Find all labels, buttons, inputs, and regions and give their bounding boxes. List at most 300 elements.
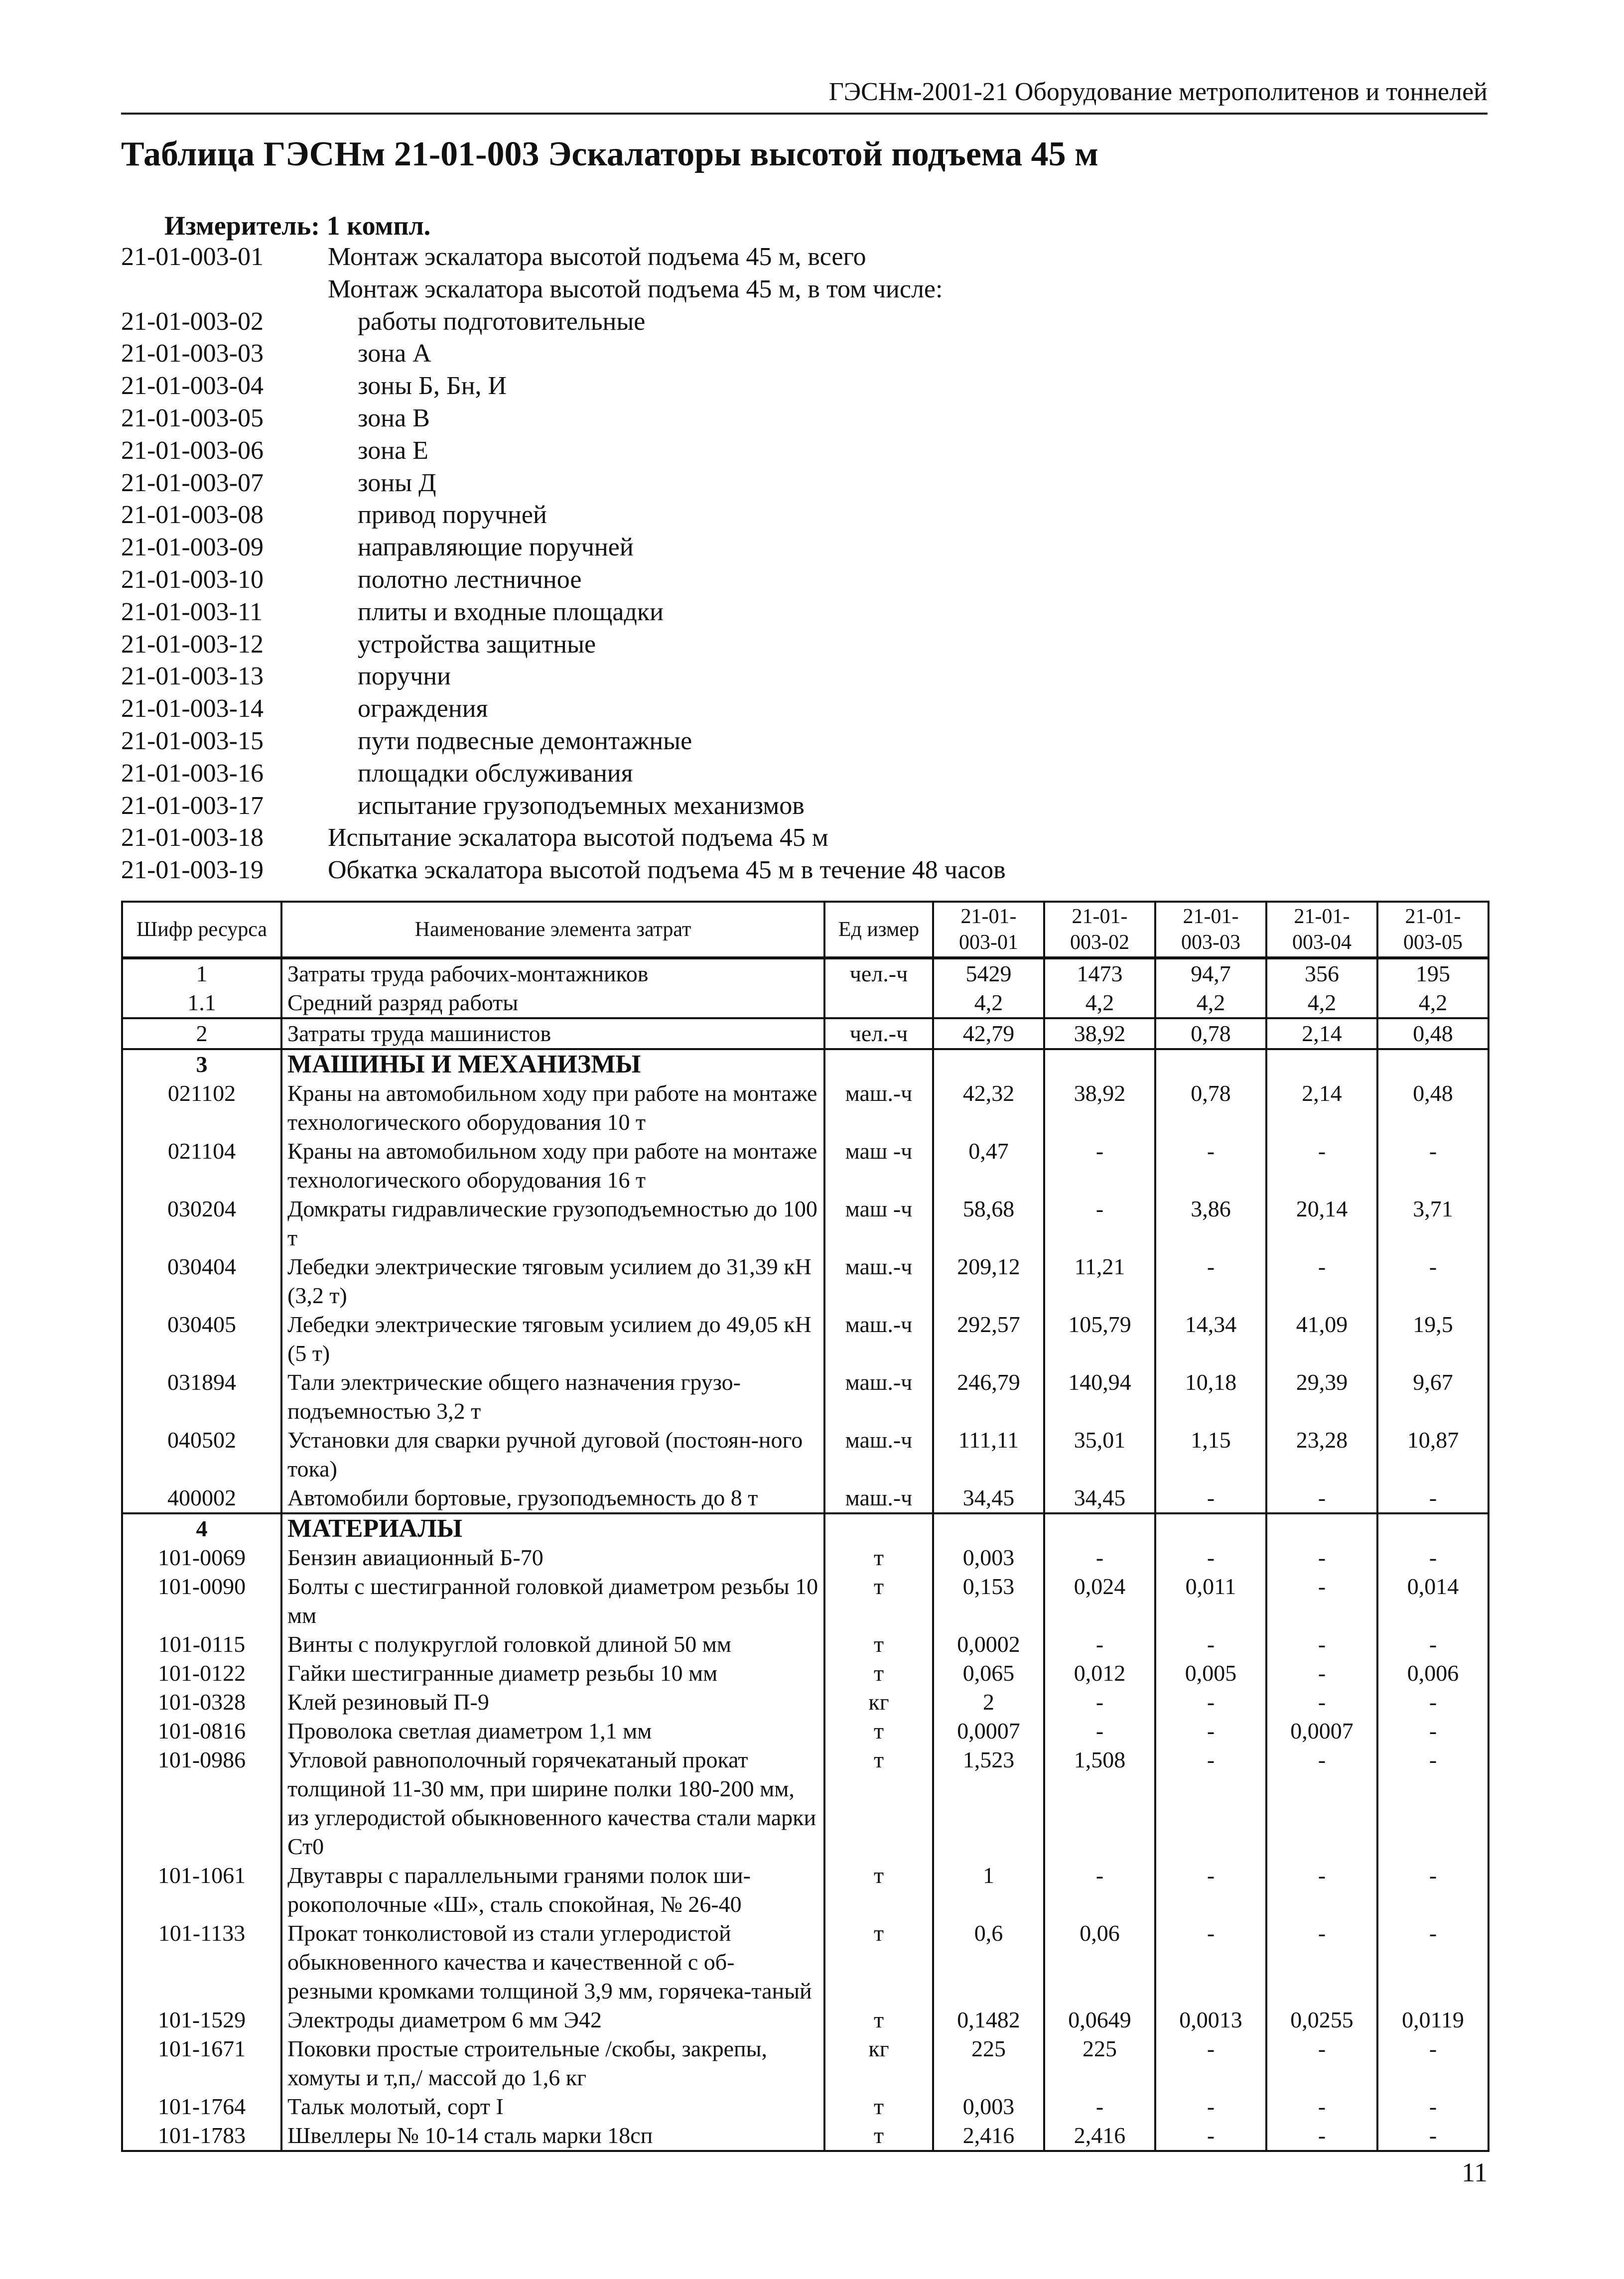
header-norm-4-line2: 003-04	[1292, 931, 1352, 954]
norm-value-3: 14,34	[1155, 1310, 1266, 1368]
norm-value-4: 23,28	[1266, 1426, 1377, 1483]
norm-value-3: 0,78	[1155, 1079, 1266, 1137]
norm-value-3: -	[1155, 1483, 1266, 1513]
norm-value-5: 19,5	[1377, 1310, 1489, 1368]
page-number: 11	[1462, 2157, 1488, 2187]
norm-code: 21-01-003-06	[121, 436, 264, 465]
norm-value-4: -	[1266, 1688, 1377, 1717]
header-norm-4-line1: 21-01-	[1294, 905, 1350, 928]
norm-description: поручни	[358, 662, 451, 691]
norm-value-3: -	[1155, 2121, 1266, 2151]
norm-description: направляющие поручней	[358, 533, 634, 562]
norm-value-4: -	[1266, 1483, 1377, 1513]
norm-value-4	[1266, 1513, 1377, 1543]
norm-code: 21-01-003-05	[121, 403, 264, 432]
resource-code: 101-1764	[122, 2092, 281, 2121]
resource-name: Швеллеры № 10-14 сталь марки 18сп	[281, 2121, 824, 2151]
norm-value-1: 209,12	[933, 1252, 1044, 1310]
measure-unit-label: Измеритель:	[164, 211, 320, 241]
norm-code: 21-01-003-02	[121, 307, 264, 336]
norm-value-5: 10,87	[1377, 1426, 1489, 1483]
norm-value-3: -	[1155, 1745, 1266, 1861]
resource-unit: кг	[824, 2034, 933, 2092]
table-row	[122, 1861, 1489, 1919]
resource-unit: маш.-ч	[824, 1483, 933, 1513]
norm-value-1: 111,11	[933, 1426, 1044, 1483]
resource-name: Средний разряд работы	[281, 988, 824, 1018]
norm-description: полотно лестничное	[358, 565, 582, 594]
table-row	[122, 988, 1489, 1018]
header-norm-5-line1: 21-01-	[1405, 905, 1461, 928]
resource-name: Тали электрические общего назначения грузо-подъемностью 3,2 т	[281, 1368, 824, 1426]
norm-value-2: 0,024	[1044, 1572, 1155, 1630]
norm-value-1: 0,0007	[933, 1717, 1044, 1745]
resource-name: МАШИНЫ И МЕХАНИЗМЫ	[281, 1049, 824, 1079]
norm-value-2: 225	[1044, 2034, 1155, 2092]
resource-code: 2	[122, 1018, 281, 1049]
norm-value-5: -	[1377, 2121, 1489, 2151]
resource-name: Краны на автомобильном ходу при работе на монтаже технологического оборудования 10 т	[281, 1079, 824, 1137]
norm-code: 21-01-003-09	[121, 533, 264, 562]
norm-value-4: -	[1266, 2121, 1377, 2151]
norm-value-2: 0,06	[1044, 1919, 1155, 2006]
measure-unit	[164, 209, 430, 242]
norm-item	[121, 693, 1488, 725]
norm-item	[121, 596, 1488, 629]
norm-value-1: 0,003	[933, 2092, 1044, 2121]
norm-value-1: 0,153	[933, 1572, 1044, 1630]
norm-value-5: 4,2	[1377, 988, 1489, 1018]
table-body	[122, 958, 1489, 2151]
header-norm-2	[1044, 902, 1155, 958]
measure-unit-value: 1 компл.	[326, 211, 431, 241]
norm-item	[121, 758, 1488, 790]
norm-value-1: 4,2	[933, 988, 1044, 1018]
norm-value-5: -	[1377, 1137, 1489, 1195]
norm-description: зона В	[358, 403, 430, 432]
table-row	[122, 1137, 1489, 1195]
header-norm-2-line2: 003-02	[1070, 931, 1129, 954]
resource-unit: т	[824, 1861, 933, 1919]
resource-unit: маш -ч	[824, 1137, 933, 1195]
norm-value-3: -	[1155, 2034, 1266, 2092]
resource-unit: т	[824, 1572, 933, 1630]
norm-description: площадки обслуживания	[358, 759, 633, 788]
norm-value-3: 0,005	[1155, 1659, 1266, 1688]
table-row	[122, 2121, 1489, 2151]
resource-unit: т	[824, 1717, 933, 1745]
header-norm-4	[1266, 902, 1377, 958]
table-row	[122, 1919, 1489, 2006]
norm-value-3: 0,0013	[1155, 2006, 1266, 2034]
norm-value-3: -	[1155, 1688, 1266, 1717]
resource-name: Проволока светлая диаметром 1,1 мм	[281, 1717, 824, 1745]
resource-unit: т	[824, 2121, 933, 2151]
resource-unit: маш.-ч	[824, 1310, 933, 1368]
norm-code: 21-01-003-18	[121, 823, 264, 852]
norm-value-4: 20,14	[1266, 1195, 1377, 1252]
norm-value-4: -	[1266, 1745, 1377, 1861]
norm-value-4: 0,0255	[1266, 2006, 1377, 2034]
resource-code: 1	[122, 958, 281, 988]
header-norm-1	[933, 902, 1044, 958]
norm-value-5	[1377, 1049, 1489, 1079]
resource-code: 030404	[122, 1252, 281, 1310]
norm-value-5: -	[1377, 1745, 1489, 1861]
table-row	[122, 1195, 1489, 1252]
norm-value-2: 35,01	[1044, 1426, 1155, 1483]
norm-value-1: 0,003	[933, 1543, 1044, 1572]
norm-value-4	[1266, 1049, 1377, 1079]
running-header: ГЭСНм-2001-21 Оборудование метрополитенов и тоннелей	[121, 75, 1488, 115]
resource-unit: т	[824, 1745, 933, 1861]
norm-value-3	[1155, 1513, 1266, 1543]
norm-item	[121, 306, 1488, 338]
resource-name: Поковки простые строительные /скобы, закрепы, хомуты и т,п,/ массой до 1,6 кг	[281, 2034, 824, 2092]
norm-value-2: 0,012	[1044, 1659, 1155, 1688]
norm-value-4: 4,2	[1266, 988, 1377, 1018]
norm-value-2: -	[1044, 1137, 1155, 1195]
norm-value-2: 1,508	[1044, 1745, 1155, 1861]
norm-value-3: 4,2	[1155, 988, 1266, 1018]
table-row	[122, 1018, 1489, 1049]
norm-item	[121, 854, 1488, 887]
resource-code: 021104	[122, 1137, 281, 1195]
norm-value-3: -	[1155, 1861, 1266, 1919]
norm-value-2: 2,416	[1044, 2121, 1155, 2151]
resource-code: 101-0328	[122, 1688, 281, 1717]
norm-value-1	[933, 1049, 1044, 1079]
norm-item	[121, 273, 1488, 306]
norm-value-4: -	[1266, 2034, 1377, 2092]
norm-code: 21-01-003-16	[121, 759, 264, 788]
norm-value-5: -	[1377, 1717, 1489, 1745]
norm-value-1: 2,416	[933, 2121, 1044, 2151]
resource-name: Лебедки электрические тяговым усилием до 49,05 кН (5 т)	[281, 1310, 824, 1368]
norm-value-2: 11,21	[1044, 1252, 1155, 1310]
norm-value-3: 0,011	[1155, 1572, 1266, 1630]
norm-code: 21-01-003-19	[121, 856, 264, 885]
norm-code: 21-01-003-04	[121, 372, 264, 401]
resource-table	[121, 901, 1489, 2152]
table-row	[122, 2092, 1489, 2121]
norm-value-4: 41,09	[1266, 1310, 1377, 1368]
table-row	[122, 1513, 1489, 1543]
norm-code: 21-01-003-01	[121, 243, 264, 271]
resource-unit: маш.-ч	[824, 1079, 933, 1137]
resource-code: 101-1061	[122, 1861, 281, 1919]
resource-code: 101-1783	[122, 2121, 281, 2151]
resource-name: Автомобили бортовые, грузоподъемность до 8 т	[281, 1483, 824, 1513]
resource-unit	[824, 988, 933, 1018]
resource-name: Болты с шестигранной головкой диаметром резьбы 10 мм	[281, 1572, 824, 1630]
norm-description: испытание грузоподъемных механизмов	[358, 791, 805, 820]
resource-unit: маш -ч	[824, 1195, 933, 1252]
resource-code: 101-1133	[122, 1919, 281, 2006]
norm-description: работы подготовительные	[358, 307, 646, 336]
norm-value-1: 292,57	[933, 1310, 1044, 1368]
norm-value-2: -	[1044, 1717, 1155, 1745]
norm-value-5: 0,006	[1377, 1659, 1489, 1688]
norm-value-5: -	[1377, 1543, 1489, 1572]
norm-value-1: 1,523	[933, 1745, 1044, 1861]
header-norm-3-line1: 21-01-	[1183, 905, 1239, 928]
table-row	[122, 1717, 1489, 1745]
norm-value-5: -	[1377, 1861, 1489, 1919]
page-title: Таблица ГЭСНм 21-01-003 Эскалаторы высотой подъема 45 м	[121, 135, 1098, 173]
norm-item	[121, 435, 1488, 467]
resource-unit	[824, 1049, 933, 1079]
norm-value-3: 1,15	[1155, 1426, 1266, 1483]
resource-unit: т	[824, 1919, 933, 2006]
resource-name: Бензин авиационный Б-70	[281, 1543, 824, 1572]
resource-code: 101-0986	[122, 1745, 281, 1861]
norm-value-2: 0,0649	[1044, 2006, 1155, 2034]
resource-code: 031894	[122, 1368, 281, 1426]
norm-code-list	[121, 241, 1488, 887]
norm-item	[121, 467, 1488, 500]
resource-name: Установки для сварки ручной дуговой (постоян-ного тока)	[281, 1426, 824, 1483]
resource-code: 101-0122	[122, 1659, 281, 1688]
norm-code: 21-01-003-13	[121, 662, 264, 691]
norm-value-3: -	[1155, 1137, 1266, 1195]
header-name: Наименование элемента затрат	[281, 902, 824, 958]
norm-value-3	[1155, 1049, 1266, 1079]
norm-value-3: 10,18	[1155, 1368, 1266, 1426]
resource-code: 021102	[122, 1079, 281, 1137]
resource-name: Краны на автомобильном ходу при работе на монтаже технологического оборудования 16 т	[281, 1137, 824, 1195]
norm-value-4: 2,14	[1266, 1018, 1377, 1049]
table-row	[122, 1688, 1489, 1717]
resource-unit: т	[824, 1543, 933, 1572]
norm-value-3: -	[1155, 1919, 1266, 2006]
header-norm-1-line1: 21-01-	[960, 905, 1017, 928]
norm-item	[121, 661, 1488, 693]
norm-code: 21-01-003-03	[121, 339, 264, 368]
norm-value-5: -	[1377, 1919, 1489, 2006]
resource-name: МАТЕРИАЛЫ	[281, 1513, 824, 1543]
norm-value-2: -	[1044, 1195, 1155, 1252]
norm-value-2	[1044, 1513, 1155, 1543]
header-norm-1-line2: 003-01	[959, 931, 1018, 954]
resource-unit: чел.-ч	[824, 1018, 933, 1049]
norm-description: Монтаж эскалатора высотой подъема 45 м, в том числе:	[328, 274, 943, 303]
resource-code: 1.1	[122, 988, 281, 1018]
norm-value-4: -	[1266, 2092, 1377, 2121]
norm-value-1: 0,0002	[933, 1630, 1044, 1659]
table-row	[122, 1659, 1489, 1688]
norm-value-5: -	[1377, 1630, 1489, 1659]
table-row	[122, 1745, 1489, 1861]
header-unit: Ед измер	[824, 902, 933, 958]
norm-value-5: -	[1377, 2034, 1489, 2092]
header-code: Шифр ресурса	[122, 902, 281, 958]
norm-value-3: -	[1155, 1252, 1266, 1310]
norm-description: привод поручней	[358, 501, 547, 530]
resource-unit	[824, 1513, 933, 1543]
norm-value-4: -	[1266, 1543, 1377, 1572]
norm-value-2: -	[1044, 1543, 1155, 1572]
norm-code: 21-01-003-08	[121, 501, 264, 530]
resource-code: 030405	[122, 1310, 281, 1368]
norm-item	[121, 822, 1488, 854]
norm-value-2: 34,45	[1044, 1483, 1155, 1513]
norm-value-4: 2,14	[1266, 1079, 1377, 1137]
norm-code: 21-01-003-11	[121, 597, 263, 626]
norm-value-1: 246,79	[933, 1368, 1044, 1426]
table-row	[122, 1049, 1489, 1079]
table-row	[122, 1483, 1489, 1513]
norm-value-2: -	[1044, 1688, 1155, 1717]
resource-name: Электроды диаметром 6 мм Э42	[281, 2006, 824, 2034]
norm-description: зоны Д	[358, 468, 436, 497]
norm-value-2: 38,92	[1044, 1079, 1155, 1137]
norm-item	[121, 370, 1488, 402]
norm-item	[121, 338, 1488, 370]
norm-value-2: 1473	[1044, 958, 1155, 988]
norm-value-4: -	[1266, 1572, 1377, 1630]
table-row	[122, 1079, 1489, 1137]
norm-item	[121, 629, 1488, 661]
norm-value-4: -	[1266, 1137, 1377, 1195]
norm-value-4: -	[1266, 1861, 1377, 1919]
norm-value-1	[933, 1513, 1044, 1543]
norm-value-3: -	[1155, 2092, 1266, 2121]
norm-code: 21-01-003-10	[121, 565, 264, 594]
norm-item	[121, 790, 1488, 822]
resource-code: 101-1529	[122, 2006, 281, 2034]
norm-code: 21-01-003-15	[121, 726, 264, 755]
resource-unit: т	[824, 2092, 933, 2121]
resource-unit: т	[824, 1659, 933, 1688]
norm-code: 21-01-003-17	[121, 791, 264, 820]
norm-value-3: 0,78	[1155, 1018, 1266, 1049]
resource-code: 101-0090	[122, 1572, 281, 1630]
table-row	[122, 1630, 1489, 1659]
norm-item	[121, 564, 1488, 596]
norm-value-2: -	[1044, 1630, 1155, 1659]
resource-code: 3	[122, 1049, 281, 1079]
norm-value-1: 1	[933, 1861, 1044, 1919]
norm-value-1: 0,1482	[933, 2006, 1044, 2034]
table-row	[122, 1310, 1489, 1368]
table-row	[122, 2006, 1489, 2034]
resource-name: Винты с полукруглой головкой длиной 50 мм	[281, 1630, 824, 1659]
norm-value-2: -	[1044, 1861, 1155, 1919]
norm-value-1: 2	[933, 1688, 1044, 1717]
norm-value-5: -	[1377, 1483, 1489, 1513]
norm-description: Обкатка эскалатора высотой подъема 45 м в течение 48 часов	[328, 856, 1006, 885]
norm-value-1: 42,32	[933, 1079, 1044, 1137]
resource-unit: маш.-ч	[824, 1368, 933, 1426]
norm-value-2: 140,94	[1044, 1368, 1155, 1426]
table-row	[122, 1543, 1489, 1572]
norm-value-4: -	[1266, 1659, 1377, 1688]
norm-value-2: 4,2	[1044, 988, 1155, 1018]
resource-unit: т	[824, 2006, 933, 2034]
table-row	[122, 1426, 1489, 1483]
resource-name: Тальк молотый, сорт I	[281, 2092, 824, 2121]
norm-value-4: 356	[1266, 958, 1377, 988]
header-norm-5	[1377, 902, 1489, 958]
norm-value-5: 195	[1377, 958, 1489, 988]
resource-unit: маш.-ч	[824, 1252, 933, 1310]
norm-description: пути подвесные демонтажные	[358, 726, 692, 755]
resource-name: Двутавры с параллельными гранями полок ши-рокополочные «Ш», сталь спокойная, № 26-40	[281, 1861, 824, 1919]
norm-value-5: -	[1377, 1688, 1489, 1717]
norm-value-4: -	[1266, 1919, 1377, 2006]
norm-value-5: 3,71	[1377, 1195, 1489, 1252]
norm-value-1: 0,6	[933, 1919, 1044, 2006]
resource-name: Угловой равнополочный горячекатаный прокат толщиной 11-30 мм, при ширине полки 180-200 мм, из углеродистой обыкновенного качества стали марки Ст0	[281, 1745, 824, 1861]
norm-value-4: -	[1266, 1630, 1377, 1659]
resource-code: 4	[122, 1513, 281, 1543]
resource-unit: чел.-ч	[824, 958, 933, 988]
resource-code: 101-0115	[122, 1630, 281, 1659]
norm-value-1: 5429	[933, 958, 1044, 988]
norm-value-2: 38,92	[1044, 1018, 1155, 1049]
norm-value-2: 105,79	[1044, 1310, 1155, 1368]
table-row	[122, 958, 1489, 988]
norm-value-5: 0,0119	[1377, 2006, 1489, 2034]
norm-value-2	[1044, 1049, 1155, 1079]
norm-value-2: -	[1044, 2092, 1155, 2121]
resource-unit: т	[824, 1630, 933, 1659]
table-row	[122, 1572, 1489, 1630]
norm-description: ограждения	[358, 694, 488, 723]
table-row	[122, 1252, 1489, 1310]
norm-description: зоны Б, Бн, И	[358, 372, 507, 401]
norm-item	[121, 241, 1488, 273]
norm-value-1: 58,68	[933, 1195, 1044, 1252]
header-norm-3-line2: 003-03	[1181, 931, 1240, 954]
resource-name: Клей резиновый П-9	[281, 1688, 824, 1717]
norm-value-1: 42,79	[933, 1018, 1044, 1049]
norm-description: Испытание эскалатора высотой подъема 45 м	[328, 823, 828, 852]
norm-value-3: -	[1155, 1717, 1266, 1745]
norm-item	[121, 725, 1488, 758]
norm-value-5: 0,48	[1377, 1018, 1489, 1049]
norm-description: зона Е	[358, 436, 428, 465]
resource-code: 101-1671	[122, 2034, 281, 2092]
resource-code: 400002	[122, 1483, 281, 1513]
resource-name: Домкраты гидравлические грузоподъемностью до 100 т	[281, 1195, 824, 1252]
norm-value-3: -	[1155, 1543, 1266, 1572]
resource-unit: маш.-ч	[824, 1426, 933, 1483]
resource-code: 101-0816	[122, 1717, 281, 1745]
norm-item	[121, 532, 1488, 564]
norm-value-1: 34,45	[933, 1483, 1044, 1513]
norm-description: устройства защитные	[358, 630, 596, 659]
header-norm-5-line2: 003-05	[1403, 931, 1463, 954]
norm-value-1: 225	[933, 2034, 1044, 2092]
norm-code: 21-01-003-12	[121, 630, 264, 659]
resource-name: Гайки шестигранные диаметр резьбы 10 мм	[281, 1659, 824, 1688]
norm-value-1: 0,065	[933, 1659, 1044, 1688]
resource-code: 040502	[122, 1426, 281, 1483]
norm-item	[121, 402, 1488, 435]
table-row	[122, 1368, 1489, 1426]
resource-name: Лебедки электрические тяговым усилием до 31,39 кН (3,2 т)	[281, 1252, 824, 1310]
norm-code: 21-01-003-07	[121, 468, 264, 497]
norm-description: Монтаж эскалатора высотой подъема 45 м, всего	[328, 243, 866, 271]
norm-value-4: 29,39	[1266, 1368, 1377, 1426]
norm-value-3: -	[1155, 1630, 1266, 1659]
norm-item	[121, 499, 1488, 532]
norm-value-4: 0,0007	[1266, 1717, 1377, 1745]
norm-value-5: 0,014	[1377, 1572, 1489, 1630]
resource-name: Затраты труда машинистов	[281, 1018, 824, 1049]
